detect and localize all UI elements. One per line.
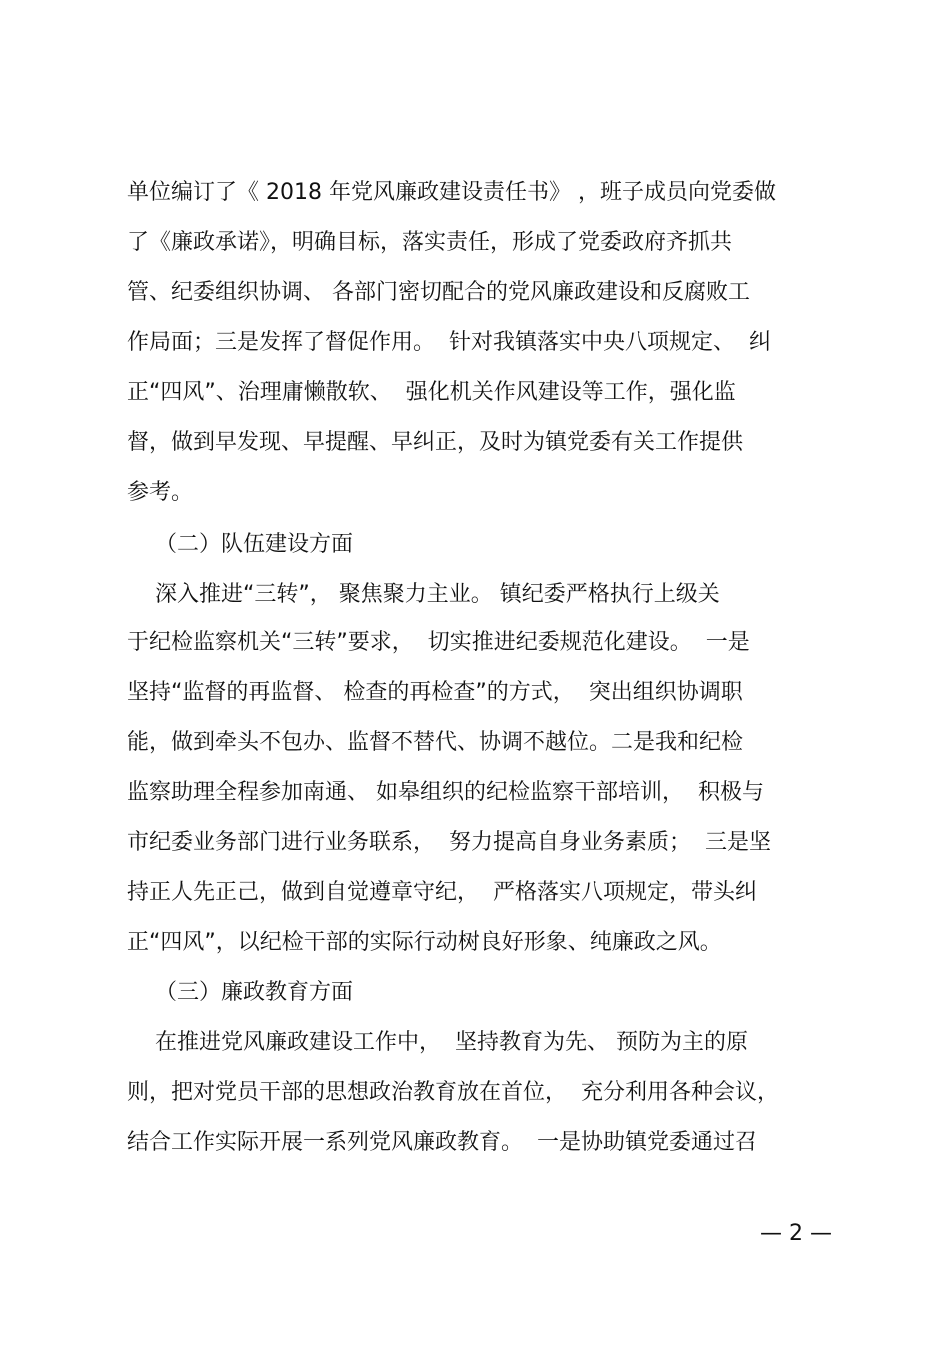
- text-line: 了《廉政承诺》，明确目标，落实责任，形成了党委政府齐抓共: [127, 230, 733, 255]
- text-line: 深入推进“三转”， 聚焦聚力主业。 镇纪委严格执行上级关: [127, 582, 720, 607]
- text-line: 管、纪委组织协调、 各部门密切配合的党风廉政建设和反腐败工: [127, 280, 750, 305]
- text-line: 坚持“监督的再监督、 检查的再检查”的方式， 突出组织协调职: [127, 680, 743, 705]
- section-heading: （二）队伍建设方面: [127, 532, 353, 557]
- text-line: 正“四风”、治理庸懒散软、 强化机关作风建设等工作，强化监: [127, 380, 736, 405]
- text-line: 于纪检监察机关“三转”要求， 切实推进纪委规范化建设。 一是: [127, 630, 750, 655]
- text-line: 在推进党风廉政建设工作中， 坚持教育为先、 预防为主的原: [127, 1030, 748, 1055]
- text-line: 作局面；三是发挥了督促作用。 针对我镇落实中央八项规定、 纠: [127, 330, 771, 355]
- text-line: 能，做到牵头不包办、监督不替代、协调不越位。二是我和纪检: [127, 730, 744, 755]
- text-line: 监察助理全程参加南通、 如皋组织的纪检监察干部培训， 积极与: [127, 780, 764, 805]
- text-line: 持正人先正己，做到自觉遵章守纪， 严格落实八项规定，带头纠: [127, 880, 757, 905]
- section-heading: （三）廉政教育方面: [127, 980, 353, 1005]
- text-line: 则，把对党员干部的思想政治教育放在首位， 充分利用各种会议，: [127, 1080, 779, 1105]
- text-line: 督，做到早发现、早提醒、早纠正，及时为镇党委有关工作提供: [127, 430, 744, 455]
- text-line: 正“四风”，以纪检干部的实际行动树良好形象、纯廉政之风。: [127, 930, 722, 955]
- page-number: — 2 —: [760, 1221, 832, 1246]
- text-line: 参考。: [127, 480, 194, 505]
- text-line: 结合工作实际开展一系列党风廉政教育。 一是协助镇党委通过召: [127, 1130, 757, 1155]
- text-line: 市纪委业务部门进行业务联系， 努力提高自身业务素质； 三是坚: [127, 830, 771, 855]
- text-line: 单位编订了《 2018 年党风廉政建设责任书》 ，班子成员向党委做: [127, 180, 776, 205]
